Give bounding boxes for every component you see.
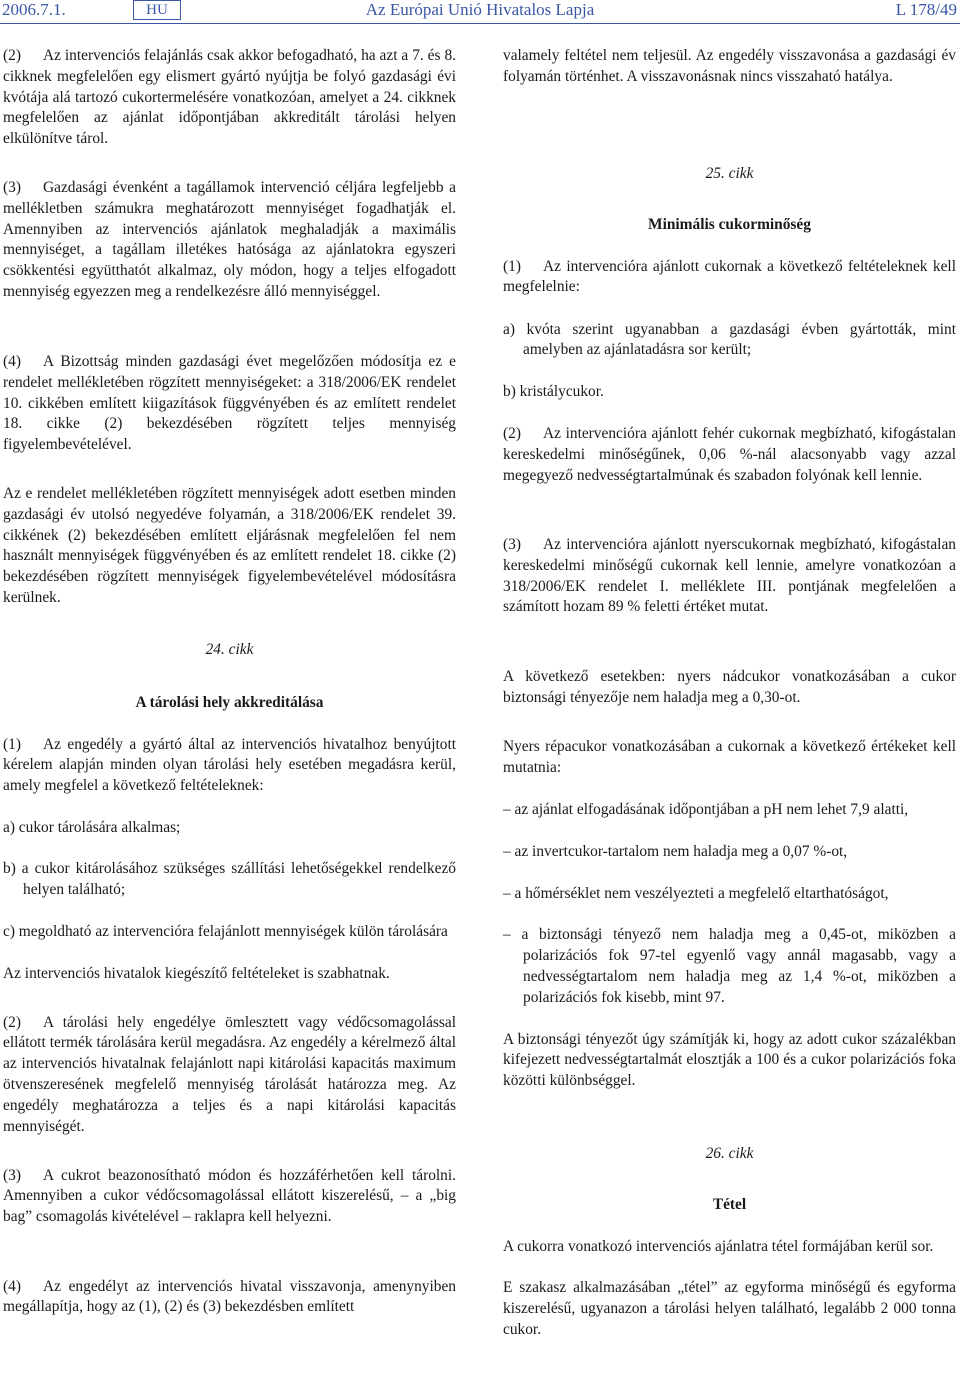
page-header bbox=[0, 0, 960, 22]
page-number: L 178/49 bbox=[895, 0, 957, 19]
article-number: 26. cikk bbox=[705, 1144, 754, 1162]
list-item: a) cukor tárolására alkalmas; bbox=[3, 818, 181, 836]
paragraph: valamely feltétel nem teljesül. Az engedély visszavonása a gazdasági év folyamán történhet. A visszavonásnak nincs visszaható hatálya. bbox=[503, 47, 956, 85]
article-title: Tétel bbox=[712, 1195, 747, 1213]
article-title: Minimális cukorminőség bbox=[648, 215, 811, 233]
list-item: – az ajánlat elfogadásának időpontjában a pH nem lehet 7,9 alatti, bbox=[503, 800, 909, 818]
paragraph: (1) Az engedély a gyártó által az intervenciós hivatalhoz benyújtott kérelem alapján minden olyan tárolási hely esetében megadásra kerül, amely megfelel a következő feltételeknek: bbox=[3, 735, 456, 795]
paragraph: (3) Az intervencióra ajánlott nyerscukornak megbízható, kifogástalan kereskedelmi minőségű cukornak kell lennie, amelyre vonatkozóan a 318/2006/EK rendelet I. melléklete III. pontjának megfelelően a számított hozam 89 % feletti értéket mutat. bbox=[503, 535, 956, 616]
paragraph: (4) A Bizottság minden gazdasági évet megelőzően módosítja ez e rendelet mellékletében rögzített mennyiségeket: a 318/2006/EK rendelet 10. cikkében említett kiigazítások függvényében és az említett rendelet 18. cikke (2) bekezdésében rögzített teljes mennyiség figyelembevételével. bbox=[3, 353, 456, 454]
paragraph: E szakasz alkalmazásában „tétel” az egyforma minőségű és egyforma kiszerelésű, ugyanazon a tárolási helyen található, legalább 2 000 tonna cukor. bbox=[503, 1279, 956, 1338]
list-item: – a biztonsági tényező nem haladja meg a 0,45-ot, miközben a polarizációs fok 97-tel egyenlő vagy annál magasabb, vagy a nedvességtartalom nem haladja meg az 1,4 %-ot, miközben a polarizációs fok kisebb, mint 97. bbox=[503, 926, 956, 1006]
list-item: a) kvóta szerint ugyanabban a gazdasági évben gyártották, mint amelyben az ajánlatadásra sor került; bbox=[503, 320, 956, 359]
article-number: 24. cikk bbox=[205, 641, 254, 658]
list-item: c) megoldható az intervencióra felajánlott mennyiségek külön tárolására bbox=[3, 922, 448, 940]
list-item: b) a cukor kitárolásához szükséges szállítási lehetőségekkel rendelkező helyen található; bbox=[3, 860, 456, 899]
paragraph: (2) Az intervenciós felajánlás csak akkor befogadható, ha azt a 7. és 8. cikknek megfelelően egy elismert gyártó nyújtja be folyó gazdasági évi kvótája alá tartozó cukortermelésére vonatkozóan, amelyet a 24. cikknek megfelelően az ajánlat időpontjában akkreditált tárolási helyen elkülönítve tárol. bbox=[3, 47, 456, 148]
paragraph: (3) Gazdasági évenként a tagállamok intervenció céljára legfeljebb a mellékletben számukra meghatározott mennyiséget fogadhatják el. Amennyiben az intervenciós ajánlatok meghaladják a maximális mennyiséget, a tagállam illetékes hatósága az ajánlatokra egyszeri csökkentési együtthatót alkalmaz, oly módon, hogy a teljes elfogadott mennyiség egyezzen meg a rendelkezésre álló mennyiséggel. bbox=[3, 179, 456, 300]
list-item: – az invertcukor-tartalom nem haladja meg a 0,07 %-ot, bbox=[503, 842, 848, 860]
paragraph: Nyers répacukor vonatkozásában a cukornak a következő értékeket kell mutatnia: bbox=[503, 737, 956, 776]
paragraph: A következő esetekben: nyers nádcukor vonatkozásában a cukor biztonsági tényezője nem haladja meg a 0,30-ot. bbox=[503, 667, 956, 706]
list-item: – a hőmérséklet nem veszélyezteti a megfelelő eltarthatóságot, bbox=[503, 884, 889, 902]
header-rule bbox=[0, 23, 960, 24]
paragraph: A biztonsági tényezőt úgy számítják ki, hogy az adott cukor százalékban kifejezett nedvességtartalmát elosztják a 100 és a cukor polarizációs foka közötti különbséggel. bbox=[503, 1030, 956, 1090]
language-badge: HU bbox=[133, 0, 181, 20]
paragraph: (4) Az engedélyt az intervenciós hivatal visszavonja, amenynyiben megállapítja, hogy az (1), (2) és (3) bekezdésben említett bbox=[3, 1277, 456, 1316]
publication-date: 2006.7.1. bbox=[2, 0, 66, 19]
list-item: b) kristálycukor. bbox=[503, 383, 604, 401]
article-title: A tárolási hely akkreditálása bbox=[135, 693, 324, 711]
paragraph: A cukorra vonatkozó intervenciós ajánlatra tétel formájában kerül sor. bbox=[503, 1237, 934, 1255]
right-column bbox=[503, 46, 956, 1341]
article-number: 25. cikk bbox=[705, 165, 754, 182]
journal-title: Az Európai Unió Hivatalos Lapja bbox=[365, 0, 595, 19]
paragraph: Az intervenciós hivatalok kiegészítő feltételeket is szabhatnak. bbox=[3, 964, 390, 982]
paragraph: Az e rendelet mellékletében rögzített mennyiségek adott esetben minden gazdasági év utolsó negyedéve folyamán, a 318/2006/EK rendelet 39. cikkének (2) bekezdésében említett eljárásnak megfelelően fel nem használt mennyiségek függvényében és az említett rendelet 18. cikke (2) bekezdésében rögzített mennyiségek figyelembevételével módosításra kerülnek. bbox=[3, 485, 456, 606]
paragraph: (1) Az intervencióra ajánlott cukornak a következő feltételeknek kell megfelelnie: bbox=[503, 257, 956, 296]
paragraph: (2) A tárolási hely engedélye ömlesztett vagy védőcsomagolással ellátott termék tárolására kerül megadásra. Az engedély a kérelmező által az intervenciós hivatalnak felajánlott napi kitárolási kapacitás maximum ötvenszeresének megfelelő mennyiség tárolását határozza meg. Az engedély meghatározza a teljes és a napi kitárolási kapacitás mennyiségét. bbox=[3, 1013, 456, 1135]
paragraph: (2) Az intervencióra ajánlott fehér cukornak megbízható, kifogástalan kereskedelmi minőségűnek, 0,06 %-nál alacsonyabb vagy azzal megegyező nedvességtartalmúnak és szabadon folyónak kell lennie. bbox=[503, 424, 956, 484]
left-column bbox=[3, 46, 456, 1318]
paragraph: (3) A cukrot beazonosítható módon és hozzáférhetően kell tárolni. Amennyiben a cukor védőcsomagolással ellátott kiszerelésű, – a „big bag” csomagolás kivételével – raklapra kell helyezni. bbox=[3, 1166, 456, 1226]
